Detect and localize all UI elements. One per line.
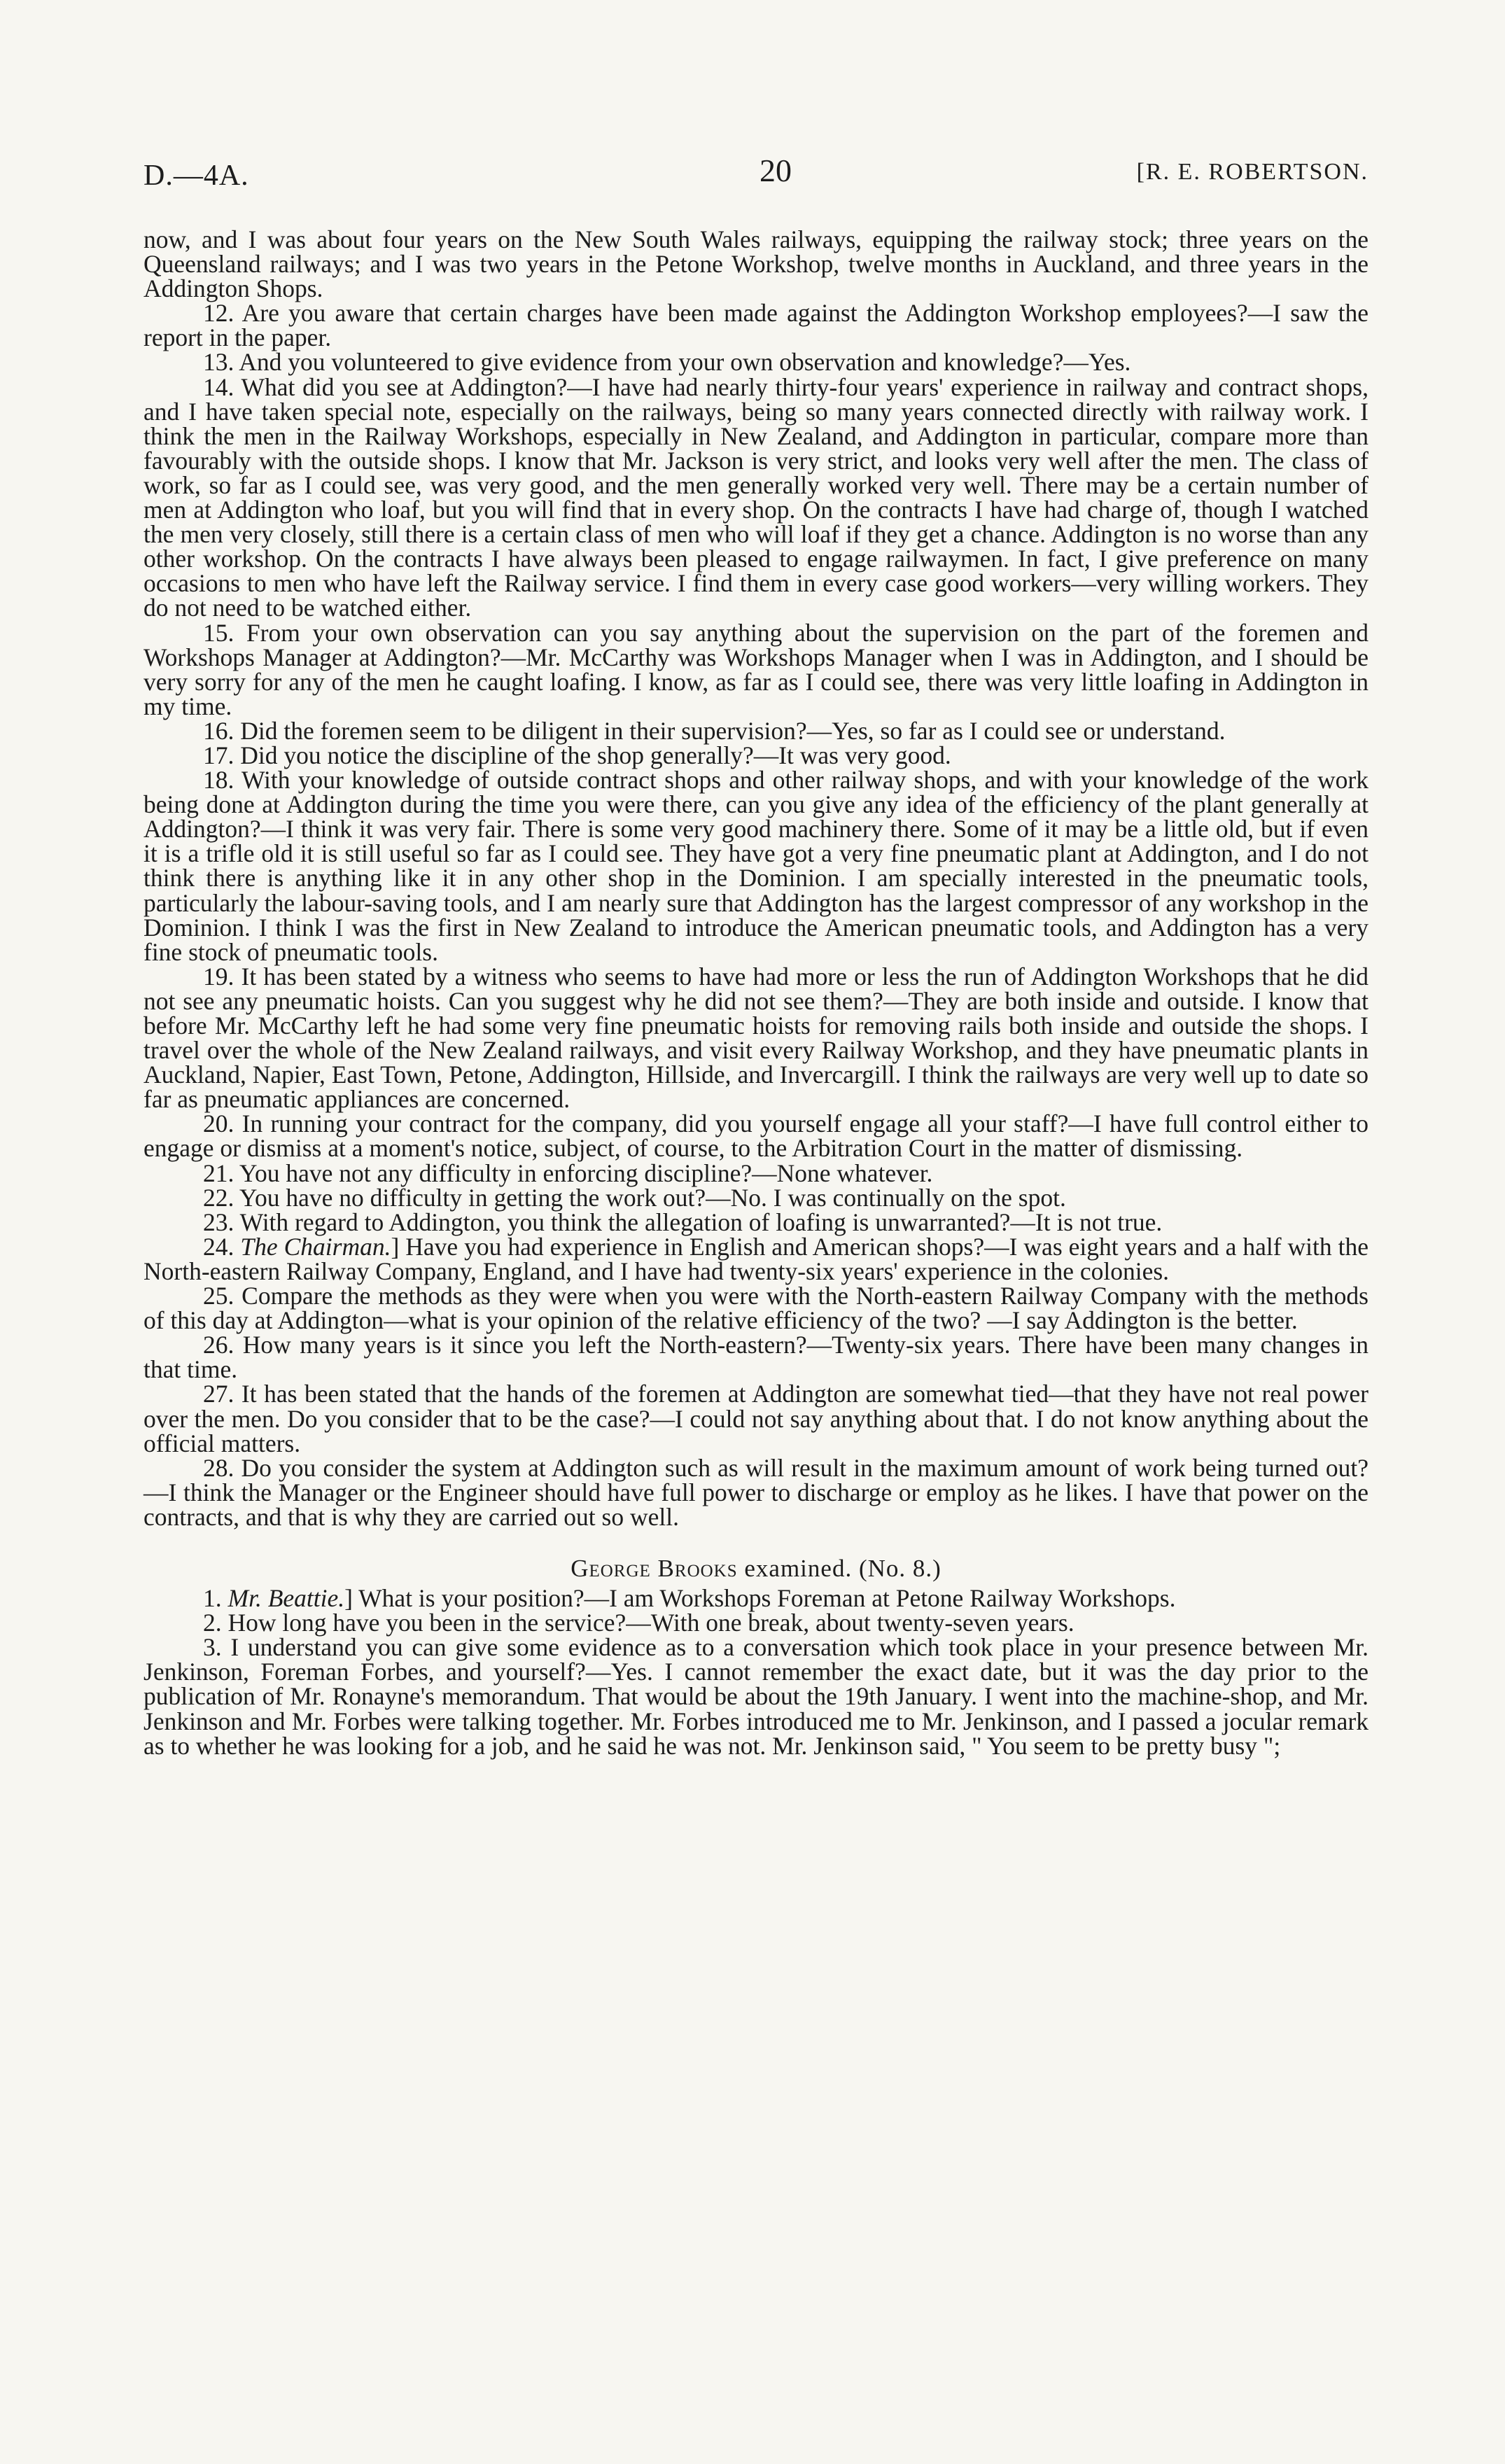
question-1	[144, 1586, 1368, 1611]
question-26: 26. How many years is it since you left the North-eastern?—Twenty-six years. There have been many changes in that time.	[144, 1331, 1368, 1384]
question-25: 25. Compare the methods as they were when you were with the North-eastern Railway Company with the methods of this day at Addington—what is your opinion of the relative efficiency of the two? —I say Addington is the better.	[144, 1282, 1368, 1335]
question-3: 3. I understand you can give some evidence as to a conversation which took place in your presence between Mr. Jenkinson, Foreman Forbes, and yourself?—Yes. I cannot remember the exact date, but it was the day prior to the publication of Mr. Ronayne's memorandum. That would be about the 19th January. I went into the machine-shop, and Mr. Jenkinson and Mr. Forbes were talking together. Mr. Forbes introduced me to Mr. Jenkinson, and I passed a jocular remark as to whether he was looking for a job, and he said he was not. Mr. Jenkinson said, " You seem to be pretty busy ";	[144, 1633, 1368, 1760]
speaker-name: Mr. Beattie.	[227, 1584, 345, 1613]
question-text: ] What is your position?—I am Workshops Foreman at Petone Railway Workshops.	[344, 1584, 1176, 1613]
question-28: 28. Do you consider the system at Addington such as will result in the maximum amount of work being turned out?—I think the Manager or the Engineer should have full power to discharge or employ as he likes. I have that power on the contracts, and that is why they are carried out so well.	[144, 1453, 1368, 1531]
page-number: 20	[760, 153, 792, 188]
witness-section-title	[144, 1556, 1368, 1581]
question-text: ] Have you had experience in English and American shops?—I was eight years and a half with the North-eastern Railway Company, England, and I have had twenty-six years' experience in the colonies.	[144, 1232, 1369, 1285]
question-number: 1.	[203, 1584, 228, 1613]
witness-header: [R. E. ROBERTSON.	[1136, 159, 1368, 185]
question-13: 13. And you volunteered to give evidence from your own observation and knowledge?—Yes.	[203, 348, 1131, 377]
question-18: 18. With your knowledge of outside contract shops and other railway shops, and with your knowledge of the work being done at Addington during the time you were there, can you give any idea of the efficiency of the plant generally at Addington?—I think it was very fair. There is some very good machinery there. Some of it may be a little old, but if even it is a trifle old it is still useful so far as I could see. They have got a very fine pneumatic plant at Addington, and I do not think there is anything like it in any other shop in the Dominion. I am specially interested in the pneumatic tools, particularly the labour-saving tools, and I am nearly sure that Addington has the largest compressor of any workshop in the Dominion. I think I was the first in New Zealand to introduce the American pneumatic tools, and Addington has a very fine stock of pneumatic tools.	[144, 766, 1368, 966]
section-subtitle: examined. (No. 8.)	[737, 1554, 941, 1582]
witness-name: George Brooks	[570, 1554, 738, 1582]
question-17: 17. Did you notice the discipline of the shop generally?—It was very good.	[203, 741, 951, 769]
question-number: 24.	[203, 1232, 241, 1261]
question-24	[144, 1232, 1369, 1285]
question-27: 27. It has been stated that the hands of the foremen at Addington are somewhat tied—that they have not real power over the men. Do you consider that to be the case?—I could not say anything about that. I do not know anything about the official matters.	[144, 1380, 1368, 1457]
question-23: 23. With regard to Addington, you think the allegation of loafing is unwarranted?—It is not true.	[203, 1208, 1163, 1236]
question-14: 14. What did you see at Addington?—I have had nearly thirty-four years' experience in railway and contract shops, and I have taken special note, especially on the railways, being so many years connected directly with railway work. I think the men in the Railway Workshops, especially in New Zealand, and Addington in particular, compare more than favourably with the outside shops. I know that Mr. Jackson is very strict, and looks very well after the men. The class of work, so far as I could see, was very good, and the men generally worked very well. There may be a certain number of men at Addington who loaf, but you will find that in every shop. On the contracts I have had charge of, though I watched the men very closely, still there is a certain class of men who will loaf if they get a chance. Addington is no worse than any other workshop. On the contracts I have always been pleased to engage railwaymen. In fact, I give preference on many occasions to men who have left the Railway service. I find them in every case good workers—very willing workers. They do not need to be watched either.	[144, 372, 1368, 622]
page-header	[144, 144, 1368, 200]
body-text	[144, 227, 1368, 1758]
question-19: 19. It has been stated by a witness who seems to have had more or less the run of Addington Workshops that he did not see any pneumatic hoists. Can you suggest why he did not see them?—They are both inside and outside. I know that before Mr. McCarthy left he had some very fine pneumatic hoists for removing rails both inside and outside the shops. I travel over the whole of the New Zealand railways, and visit every Railway Workshop, and they have pneumatic plants in Auckland, Napier, East Town, Petone, Addington, Hillside, and Invercargill. I think the railways are very well up to date so far as pneumatic appliances are concerned.	[144, 962, 1368, 1114]
question-16: 16. Did the foremen seem to be diligent in their supervision?—Yes, so far as I could see or understand.	[203, 716, 1226, 745]
paragraph-continuation: now, and I was about four years on the New South Wales railways, equipping the railway stock; three years on the Queensland railways; and I was two years in the Petone Workshop, twelve months in Auckland, and three years in the Addington Shops.	[144, 225, 1368, 303]
document-reference: D.—4A.	[144, 160, 249, 192]
question-22: 22. You have no difficulty in getting the work out?—No. I was continually on the spot.	[203, 1183, 1066, 1212]
question-20: 20. In running your contract for the company, did you yourself engage all your staff?—I have full control either to engage or dismiss at a moment's notice, subject, of course, to the Arbitration Court in the matter of dismissing.	[144, 1110, 1368, 1163]
question-12: 12. Are you aware that certain charges have been made against the Addington Workshop employees?—I saw the report in the paper.	[144, 299, 1368, 352]
question-2: 2. How long have you been in the service?—With one break, about twenty-seven years.	[203, 1609, 1074, 1637]
question-21: 21. You have not any difficulty in enforcing discipline?—None whatever.	[203, 1158, 933, 1187]
speaker-name: The Chairman.	[240, 1232, 391, 1261]
question-15: 15. From your own observation can you say anything about the supervision on the part of the foremen and Workshops Manager at Addington?—Mr. McCarthy was Workshops Manager when I was in Addington, and I should be very sorry for any of the men he caught loafing. I know, as far as I could see, there was very little loafing in Addington in my time.	[144, 618, 1368, 720]
